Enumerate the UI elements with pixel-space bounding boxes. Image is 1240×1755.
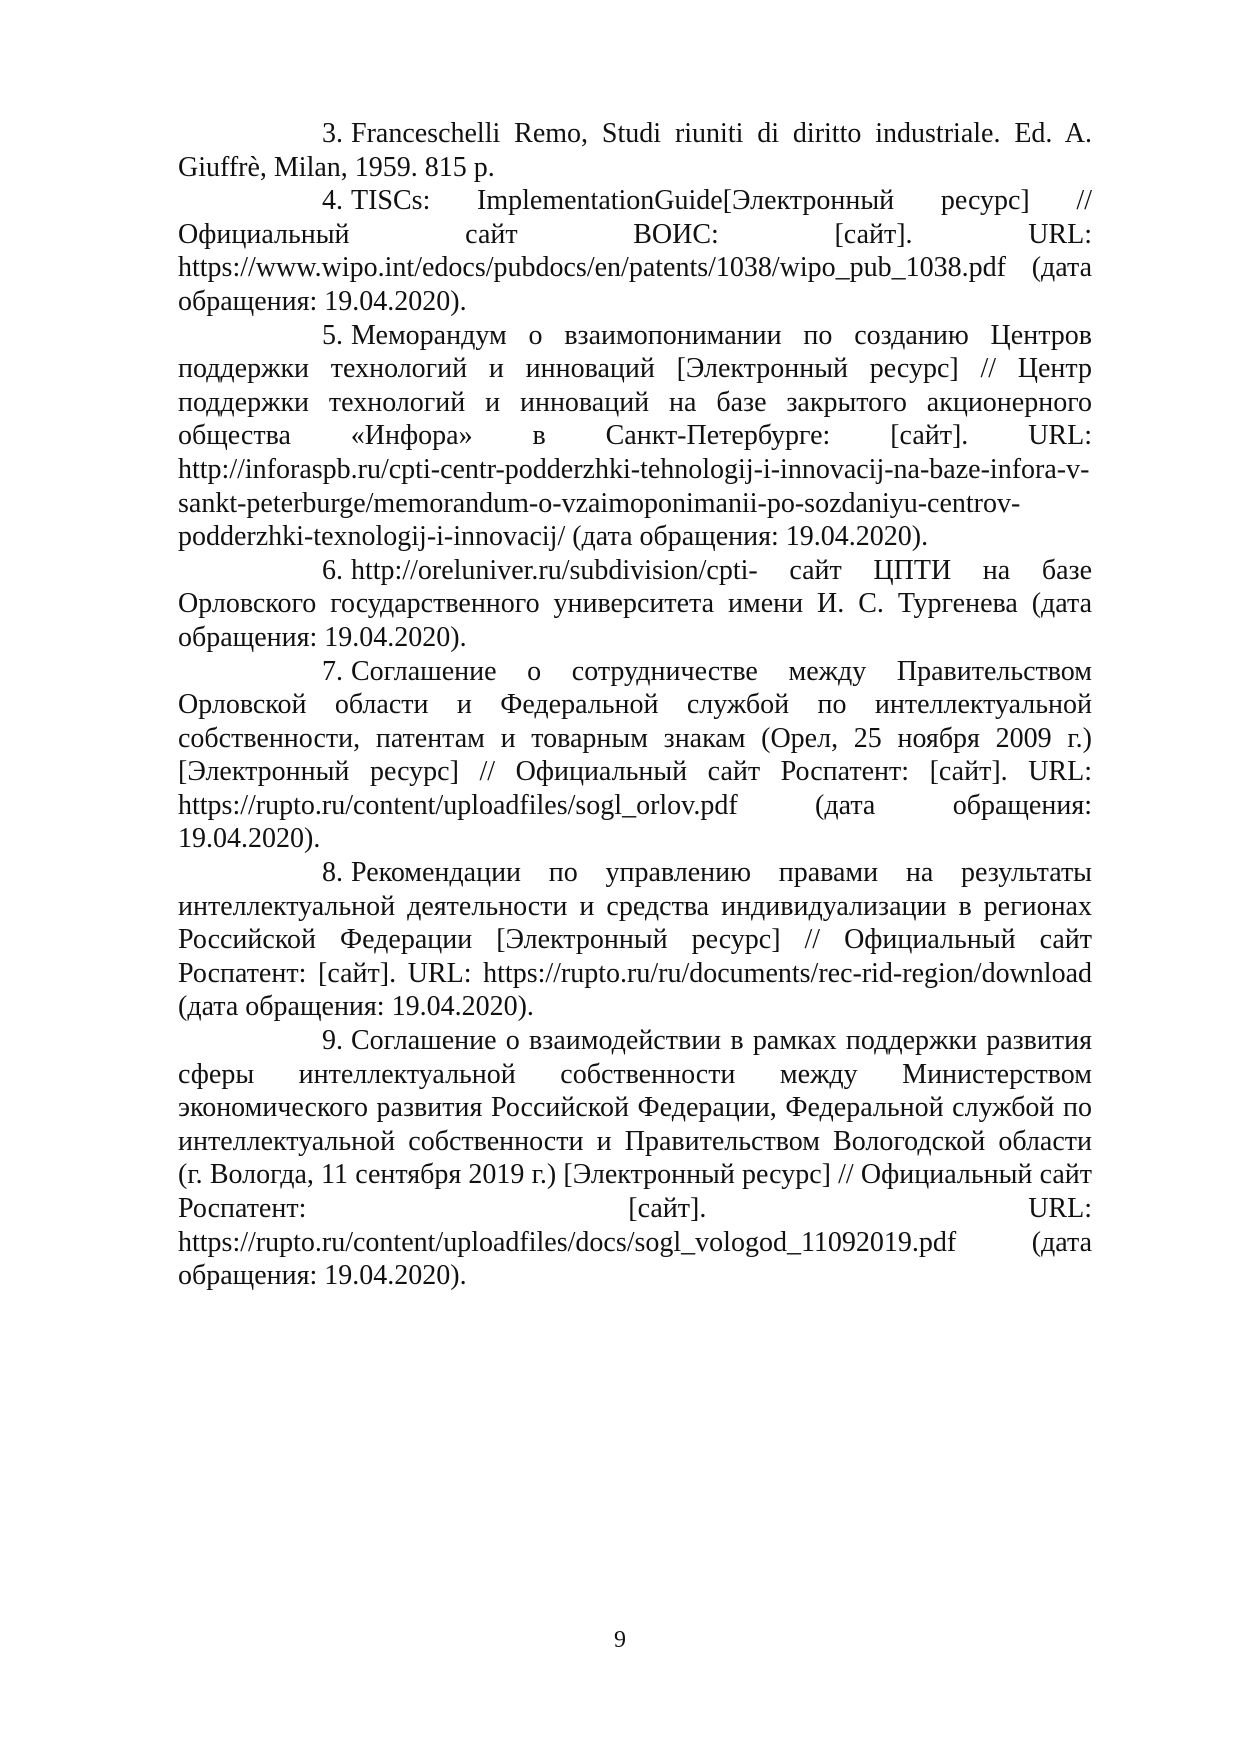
reference-number: 7. — [322, 655, 343, 687]
reference-item — [178, 319, 1092, 554]
reference-number: 8. — [322, 857, 343, 889]
reference-item — [178, 655, 1092, 857]
reference-number: 3. — [322, 118, 343, 149]
reference-text: Соглашение о взаимодействии в рамках поддержки развития сферы интеллектуальной собственности между Министерством экономического развития Российской Федерации, Федеральной службой по интеллектуальной собственности и Правительством Вологодской области (г. Вологда, 11 сентября 2019 г.) [Электронный ресурс] // Официальный сайт Роспатент: [сайт]. URL: https://rupto.ru/content/uploadfiles/docs/sogl_vologod_11092019.pdf (дата обращения: 19.04.2020). — [178, 1025, 1092, 1292]
reference-number: 4. — [322, 185, 343, 217]
reference-text: Рекомендации по управлению правами на результаты интеллектуальной деятельности и средства индивидуализации в регионах Российской Федерации [Электронный ресурс] // Официальный сайт Роспатент: [сайт]. URL: https://rupto.ru/ru/documents/rec-rid-region/download (дата обращения: 19.04.2020). — [178, 857, 1092, 1023]
reference-number: 5. — [322, 319, 343, 351]
page-number: 9 — [614, 1627, 626, 1653]
reference-number: 6. — [322, 554, 343, 586]
reference-text: http://oreluniver.ru/subdivision/cpti- сайт ЦПТИ на базе Орловского государственного университета имени И. С. Тургенева (дата обращения: 19.04.2020). — [178, 554, 1092, 653]
reference-list — [178, 117, 1092, 1293]
reference-item — [178, 856, 1092, 1024]
reference-text: Franceschelli Remo, Studi riuniti di diritto industriale. Ed. A. Giuffrè, Milan, 1959. 815 p. — [178, 118, 1092, 183]
reference-number: 9. — [322, 1025, 343, 1057]
reference-text: Соглашение о сотрудничестве между Правительством Орловской области и Федеральной службой по интеллектуальной собственности, патентам и товарным знакам (Орел, 25 ноября 2009 г.) [Электронный ресурс] // Официальный сайт Роспатент: [сайт]. URL: https://rupto.ru/content/uploadfiles/sogl_orlov.pdf (дата обращения: 19.04.2020). — [178, 655, 1092, 855]
reference-text: Меморандум о взаимопонимании по созданию Центров поддержки технологий и инноваций [Электронный ресурс] // Центр поддержки технологий и инноваций на базе закрытого акционерного общества «Инфора» в Санкт-Петербурге: [сайт]. URL: http://inforaspb.ru/cpti-centr-podderzhki-tehnologij-i-innovacij-na-baze-infora-v-sankt-peterburge/memorandum-o-vzaimoponimanii-po-sozdaniyu-centrov-podderzhki-texnologij-i-innovacij/ (дата обращения: 19.04.2020). — [178, 319, 1092, 553]
reference-item — [178, 184, 1092, 318]
reference-item — [178, 554, 1092, 655]
reference-item — [178, 117, 1092, 184]
reference-text: TISCs: ImplementationGuide[Электронный ресурс] // Официальный сайт ВОИС: [сайт]. URL: https://www.wipo.int/edocs/pubdocs/en/patents/1038/wipo_pub_1038.pdf (дата обращения: 19.04.2020). — [178, 185, 1092, 317]
reference-item — [178, 1024, 1092, 1293]
